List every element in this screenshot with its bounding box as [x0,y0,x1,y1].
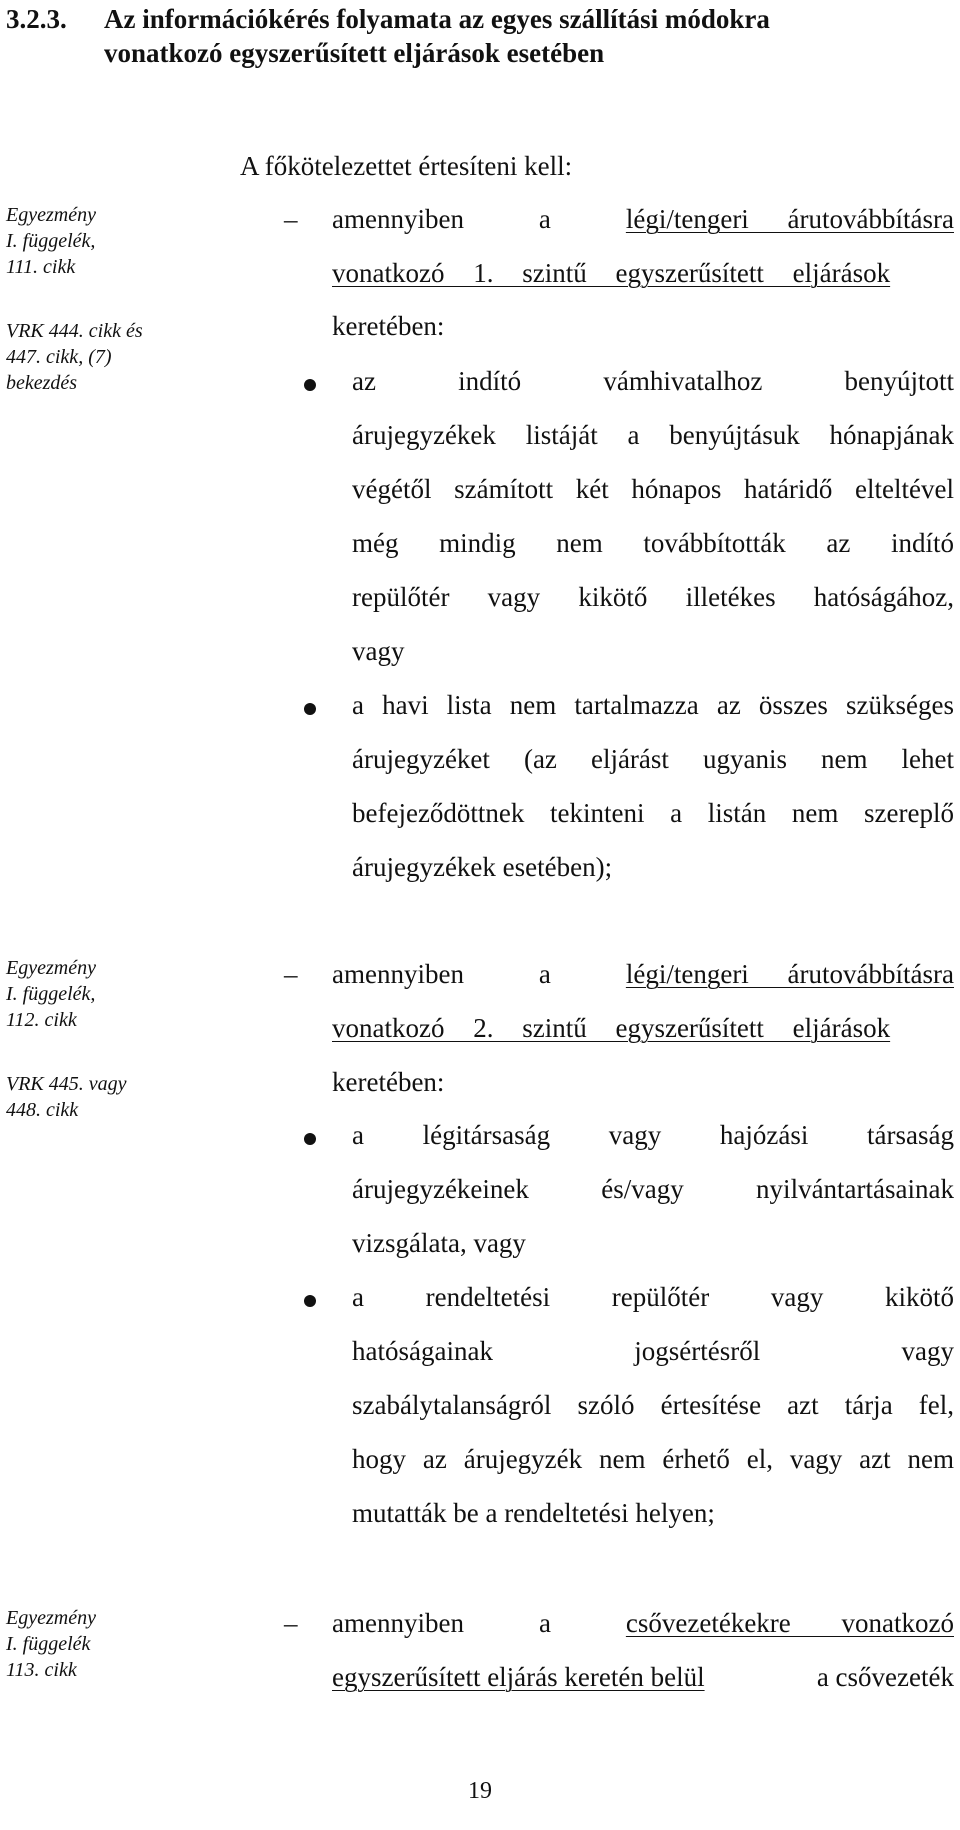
intro-text: A főkötelezettet értesíteni kell: [240,151,573,181]
margin-note-line: I. függelék, [6,230,96,252]
bullet-line: repülőtér vagy kikötő illetékes hatóságához, [352,582,954,612]
margin-note-1b [6,318,176,396]
bullet-line: még mindig nem továbbították az indító [352,528,954,558]
bullet-line: vizsgálata, vagy [352,1228,526,1258]
underlined-fragment: egyszerűsített eljárás keretén belül [332,1662,705,1692]
bullet-line: végétől számított két hónapos határidő elteltével [352,474,954,504]
text-fragment: a [538,959,551,989]
section-1-line-3: keretében: [332,311,445,341]
text-fragment: a [538,1608,551,1638]
margin-note-2b [6,1071,176,1123]
bullet-icon [304,379,316,391]
margin-note-line: 112. cikk [6,1009,77,1031]
margin-note-line: 447. cikk, (7) [6,346,112,368]
bullet-line: szabálytalanságról szóló értesítése azt tárja fel, [352,1390,954,1420]
margin-note-1 [6,202,176,280]
bullet-line: hogy az árujegyzék nem érhető el, vagy azt nem [352,1444,954,1474]
bullet-line: a rendeltetési repülőtér vagy kikötő [352,1282,954,1312]
bullet-icon [304,703,316,715]
margin-note-2 [6,955,176,1033]
bullet-line: árujegyzéket (az eljárást ugyanis nem lehet [352,744,954,774]
section-2-line-1 [332,957,954,991]
section-3-line-2 [332,1660,954,1694]
underlined-fragment: vonatkozó 1. szintű egyszerűsített eljárások [332,258,891,288]
section-title [104,2,954,70]
margin-note-line: 448. cikk [6,1099,79,1121]
bullet-line: a havi lista nem tartalmazza az összes szükséges [352,690,954,720]
section-2-line-3: keretében: [332,1067,445,1097]
bullet-icon [304,1133,316,1145]
section-3-line-1 [332,1606,954,1640]
underlined-fragment: légi/tengeri árutovábbításra [625,959,954,989]
section-1-line-2 [332,256,954,290]
section-title-line: Az információkérés folyamata az egyes szállítási módokra [104,4,770,34]
page-number: 19 [468,1778,492,1804]
bullet-line: vagy [352,636,405,666]
section-2-line-2 [332,1011,954,1045]
margin-note-line: Egyezmény [6,957,96,979]
bullet-line: hatóságainak jogsértésről vagy [352,1336,954,1366]
dash-marker: – [284,204,298,234]
text-fragment: a csővezeték [816,1662,954,1692]
bullet-line: a légitársaság vagy hajózási társaság [352,1120,954,1150]
section-number: 3.2.3. [6,4,67,34]
margin-note-line: Egyezmény [6,1607,96,1629]
margin-note-line: I. függelék, [6,983,96,1005]
bullet-line: befejeződöttnek tekinteni a listán nem szereplő [352,798,954,828]
bullet-line: árujegyzékek esetében); [352,852,613,882]
margin-note-line: VRK 444. cikk és [6,320,143,342]
bullet-line: az indító vámhivatalhoz benyújtott [352,366,954,396]
underlined-fragment: légi/tengeri árutovábbításra [625,204,954,234]
bullet-icon [304,1295,316,1307]
margin-note-line: 113. cikk [6,1659,77,1681]
bullet-line: árujegyzékeinek és/vagy nyilvántartásainak [352,1174,954,1204]
section-title-line: vonatkozó egyszerűsített eljárások esetében [104,38,605,68]
bullet-line: mutatták be a rendeltetési helyen; [352,1498,715,1528]
text-fragment: amennyiben [332,1608,464,1638]
text-fragment: amennyiben [332,959,464,989]
bullet-line: árujegyzékek listáját a benyújtásuk hónapjának [352,420,954,450]
underlined-fragment: vonatkozó 2. szintű egyszerűsített eljárások [332,1013,891,1043]
section-1-line-1 [332,202,954,236]
margin-note-line: bekezdés [6,372,78,394]
underlined-fragment: csővezetékekre vonatkozó [625,1608,954,1638]
margin-note-line: 111. cikk [6,256,76,278]
margin-note-line: I. függelék [6,1633,91,1655]
margin-note-3 [6,1605,176,1683]
text-fragment: amennyiben [332,204,464,234]
dash-marker: – [284,1608,298,1638]
text-fragment: a [538,204,551,234]
margin-note-line: VRK 445. vagy [6,1073,127,1095]
margin-note-line: Egyezmény [6,204,96,226]
dash-marker: – [284,959,298,989]
